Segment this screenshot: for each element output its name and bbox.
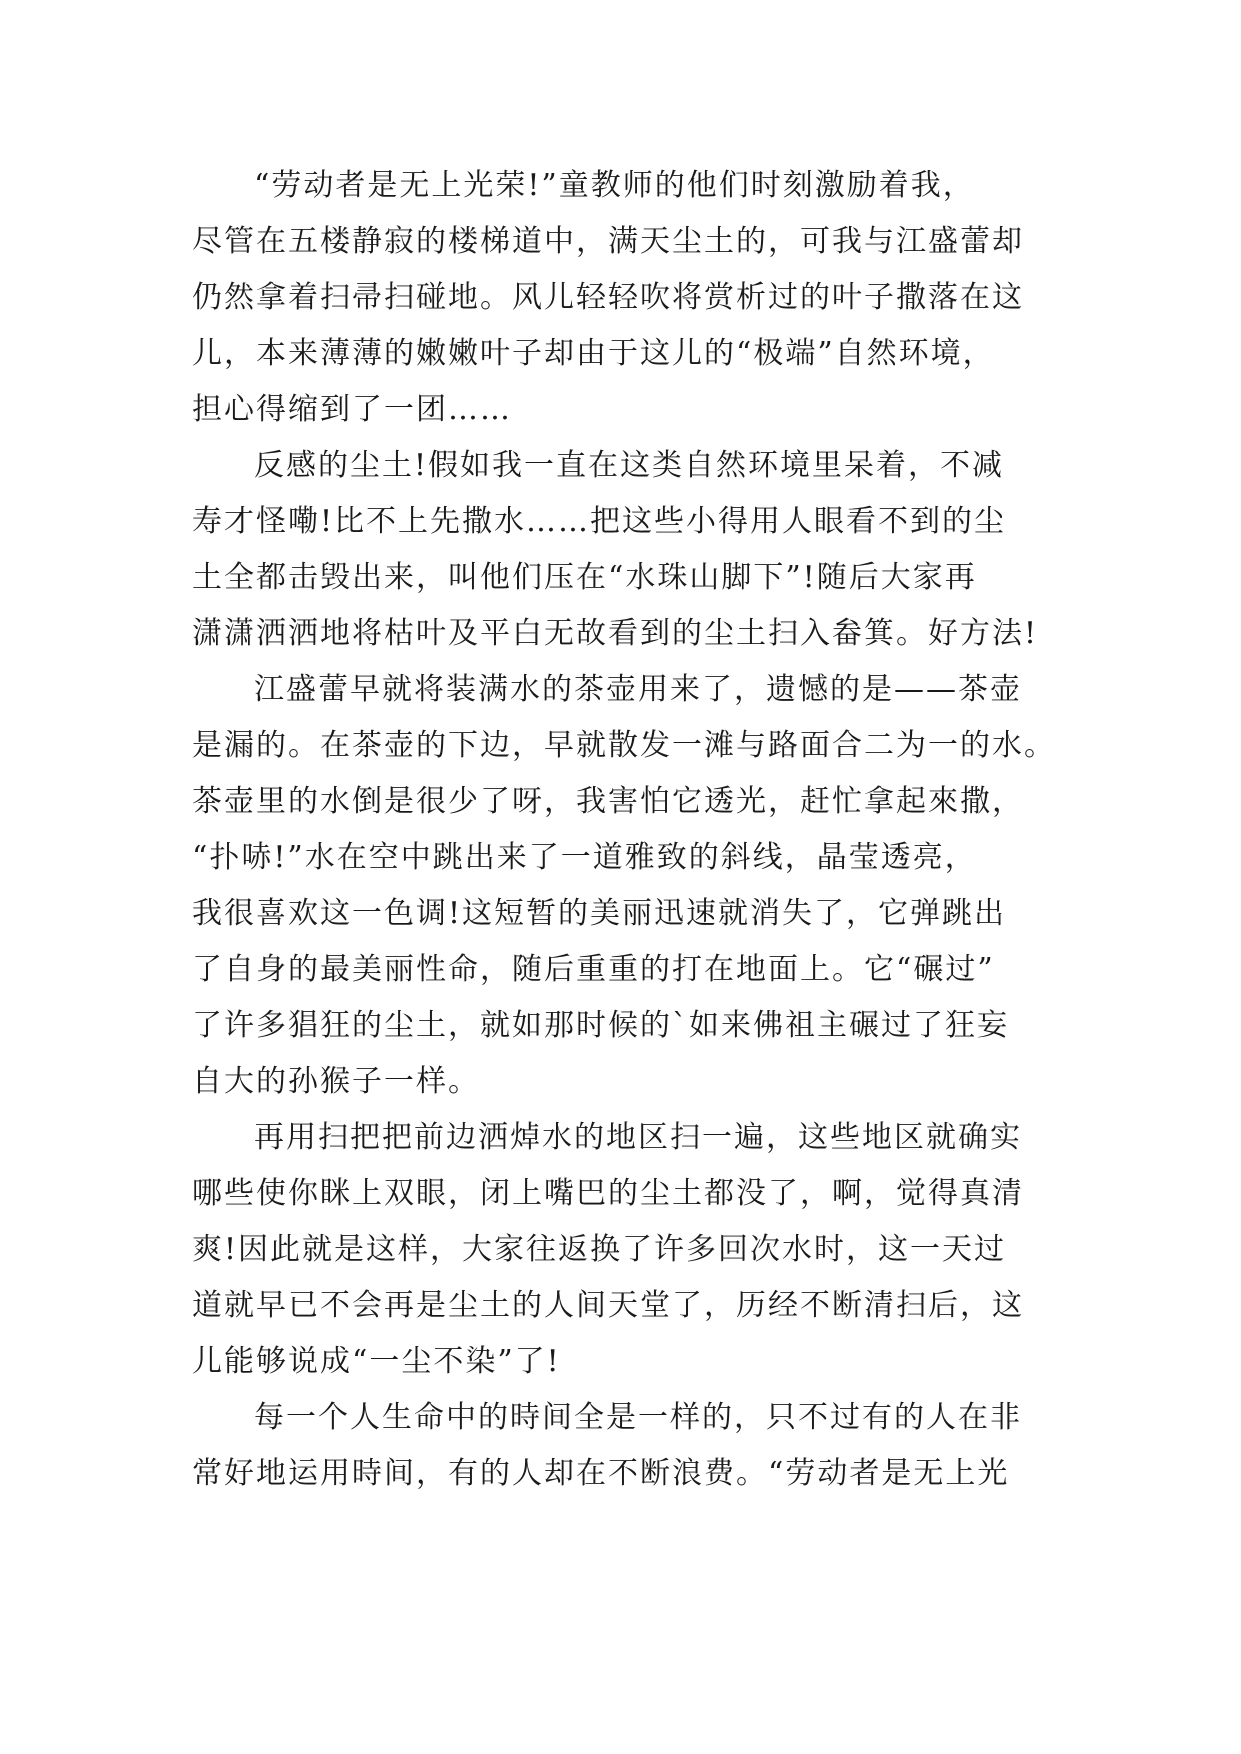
text-line: 我很喜欢这一色调!这短暂的美丽迅速就消失了，它弹跳出	[192, 896, 1007, 931]
paragraph-first-line: 反感的尘土!假如我一直在这类自然环境里呆着，不减	[254, 448, 1005, 483]
text-line: 自大的孙猴子一样。	[192, 1064, 480, 1099]
text-line: 寿才怪嘞!比不上先撒水……把这些小得用人眼看不到的尘	[192, 504, 1007, 539]
text-line: 爽!因此就是这样，大家往返换了许多回次水时，这一天过	[192, 1232, 1007, 1267]
text-line: 儿，本来薄薄的嫩嫩叶子却由于这儿的“极端”自然环境，	[192, 336, 995, 371]
paragraph	[192, 1390, 1052, 1502]
paragraph	[192, 662, 1056, 1110]
paragraph	[192, 1110, 1052, 1390]
paragraph-first-line: 江盛蕾早就将装满水的茶壶用来了，遗憾的是——茶壶	[254, 672, 1022, 707]
text-line: 仍然拿着扫帚扫碰地。风儿轻轻吹将赏析过的叶子撒落在这	[192, 280, 1024, 315]
text-line: 道就早已不会再是尘土的人间天堂了，历经不断清扫后，这	[192, 1288, 1024, 1323]
text-line: 了自身的最美丽性命，随后重重的打在地面上。它“碾过”	[192, 952, 995, 987]
text-line: 儿能够说成“一尘不染”了!	[192, 1344, 561, 1379]
paragraph-first-line: 再用扫把把前边洒焯水的地区扫一遍，这些地区就确实	[254, 1120, 1022, 1155]
text-line: 尽管在五楼静寂的楼梯道中，满天尘土的，可我与江盛蕾却	[192, 224, 1024, 259]
text-line: 茶壶里的水倒是很少了呀，我害怕它透光，赶忙拿起來撒，	[192, 784, 1024, 819]
text-line: “扑哧!”水在空中跳出来了一道雅致的斜线，晶莹透亮，	[192, 840, 977, 875]
text-line: 常好地运用時间，有的人却在不断浪费。“劳动者是无上光	[192, 1456, 1010, 1491]
text-line: 哪些使你眯上双眼，闭上嘴巴的尘土都没了，啊，觉得真清	[192, 1176, 1024, 1211]
paragraph	[192, 158, 1052, 438]
text-line: 担心得缩到了一团……	[192, 392, 512, 427]
text-line: 了许多猖狂的尘土，就如那时候的`如来佛祖主碾过了狂妄	[192, 1008, 1009, 1043]
paragraph-first-line: “劳动者是无上光荣!”童教师的他们时刻激励着我，	[254, 168, 975, 203]
text-line: 是漏的。在茶壶的下边，早就散发一滩与路面合二为一的水。	[192, 728, 1056, 763]
text-line: 潇潇洒洒地将枯叶及平白无故看到的尘土扫入畚箕。好方法!	[192, 616, 1039, 651]
paragraph	[192, 438, 1052, 662]
paragraph-first-line: 每一个人生命中的時间全是一样的，只不过有的人在非	[254, 1400, 1022, 1435]
document-body	[192, 158, 1056, 1502]
text-line: 土全都击毁出来，叫他们压在“水珠山脚下”!随后大家再	[192, 560, 977, 595]
